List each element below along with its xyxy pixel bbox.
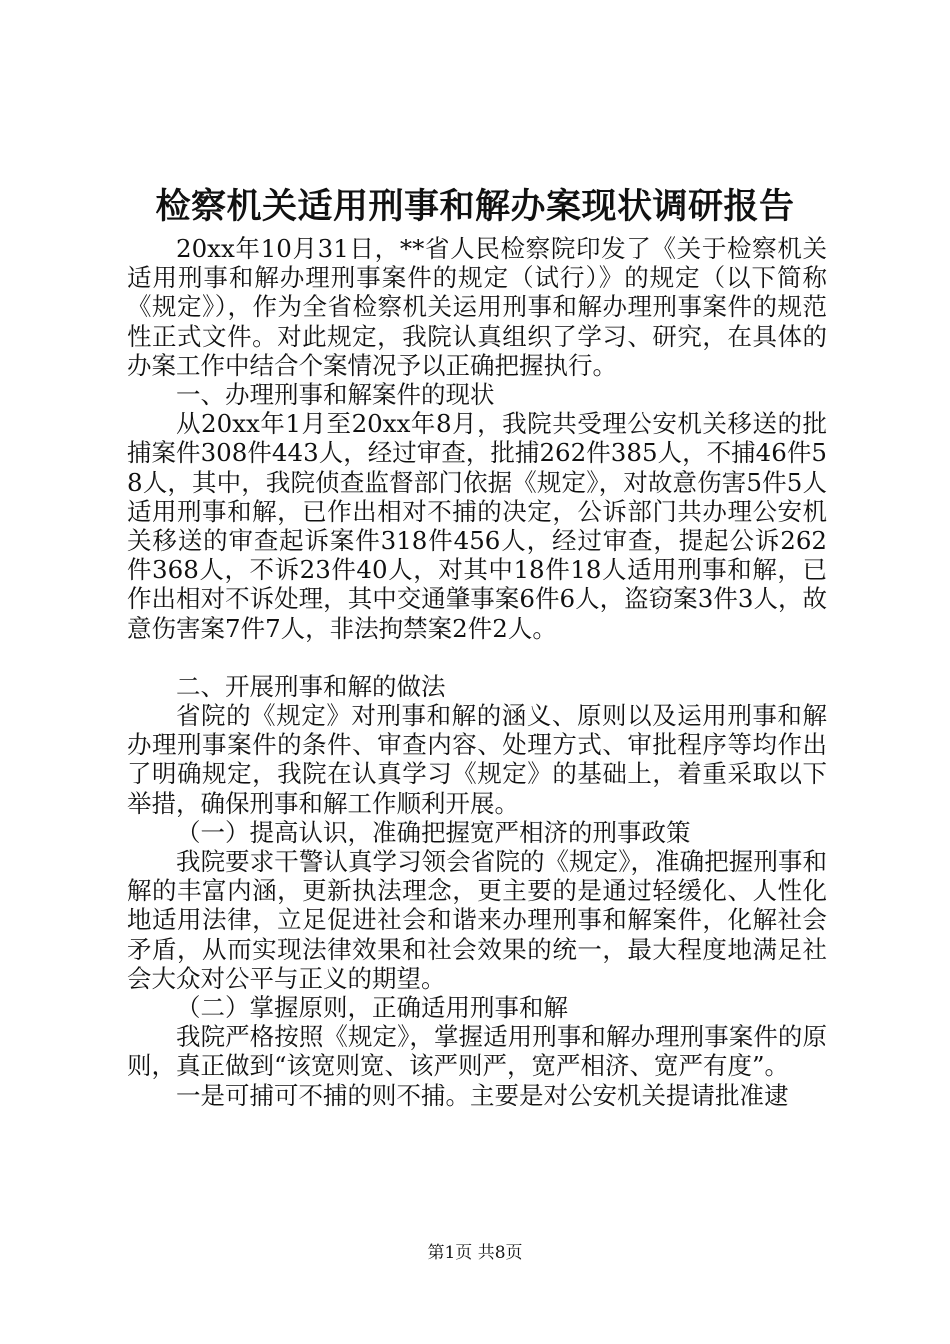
paragraph-gap	[127, 643, 827, 672]
point-one-paragraph: 一是可捕可不捕的则不捕。主要是对公安机关提请批准逮	[176, 1080, 789, 1110]
section-heading-2: 二、开展刑事和解的做法	[176, 671, 446, 701]
subsection-heading-1: （一）提高认识，准确把握宽严相济的刑事政策	[176, 817, 691, 847]
page-number-footer: 第1页 共8页	[427, 1243, 523, 1263]
awareness-paragraph: 我院要求干警认真学习领会省院的《规定》，准确把握刑事和解的丰富内涵，更新执法理念，更主要的是通过轻缓化、人性化地适用法律，立足促进社会和谐来办理刑事和解案件，化解社会矛盾，从而实现法律效果和社会效果的统一，最大程度地满足社会大众对公平与正义的期望。	[127, 847, 827, 993]
subsection-heading-2: （二）掌握原则，正确适用刑事和解	[176, 993, 568, 1023]
section-heading-1: 一、办理刑事和解案件的现状	[176, 380, 495, 410]
practice-paragraph: 省院的《规定》对刑事和解的涵义、原则以及运用刑事和解办理刑事案件的条件、审查内容、处理方式、审批程序等均作出了明确规定，我院在认真学习《规定》的基础上，着重采取以下举措，确保刑事和解工作顺利开展。	[127, 701, 827, 818]
principle-paragraph: 我院严格按照《规定》，掌握适用刑事和解办理刑事案件的原则，真正做到“该宽则宽、该严则严，宽严相济、宽严有度”。	[127, 1022, 827, 1081]
document-title: 检察机关适用刑事和解办案现状调研报告	[155, 186, 795, 227]
status-paragraph: 从20xx年1月至20xx年8月，我院共受理公安机关移送的批捕案件308件443人，经过审查，批捕262件385人，不捕46件58人，其中，我院侦查监督部门依据《规定》，对故意伤害5件5人适用刑事和解，已作出相对不捕的决定，公诉部门共办理公安机关移送的审查起诉案件318件456人，经过审查，提起公诉262件368人，不诉23件40人，对其中18件18人适用刑事和解，已作出相对不诉处理，其中交通肇事案6件6人，盗窃案3件3人，故意伤害案7件7人，非法拘禁案2件2人。	[127, 409, 827, 643]
intro-paragraph: 20xx年10月31日，**省人民检察院印发了《关于检察机关适用刑事和解办理刑事案件的规定（试行）》的规定（以下简称《规定》），作为全省检察机关运用刑事和解办理刑事案件的规范性正式文件。对此规定，我院认真组织了学习、研究，在具体的办案工作中结合个案情况予以正确把握执行。	[127, 234, 827, 380]
document-body	[127, 234, 827, 1110]
